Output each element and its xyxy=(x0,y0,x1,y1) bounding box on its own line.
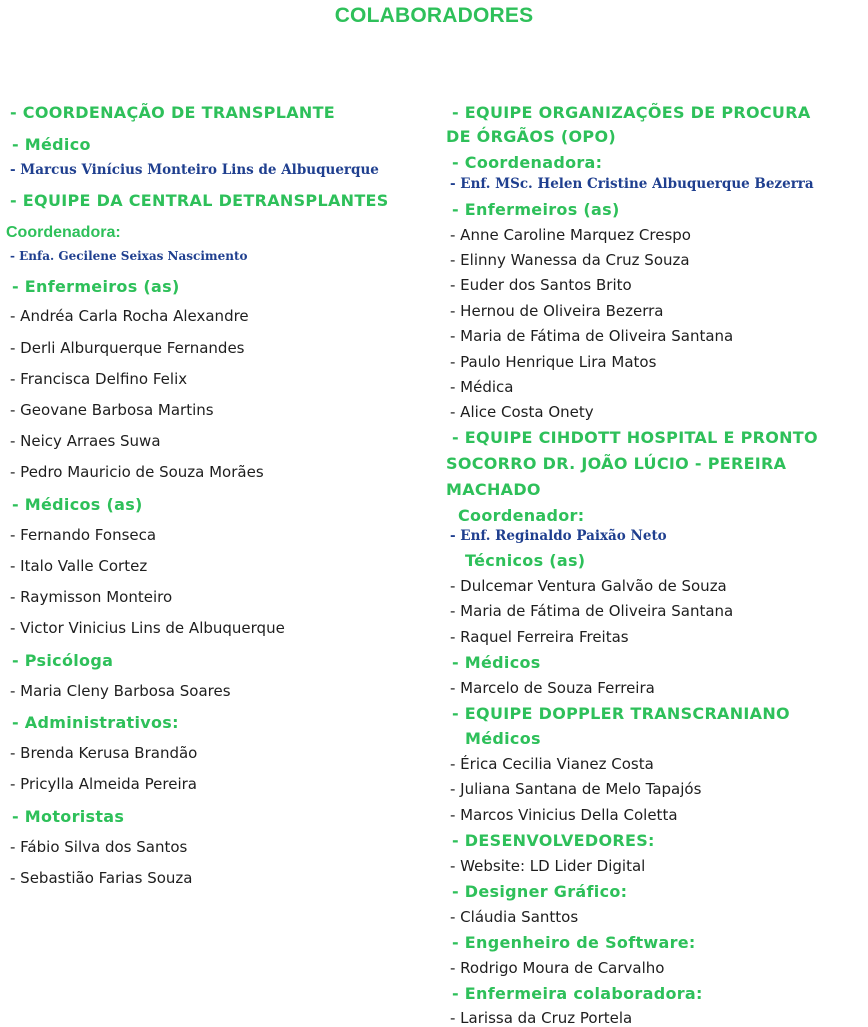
list-item: - Euder dos Santos Brito xyxy=(450,276,632,294)
list-item: - Victor Vinicius Lins de Albuquerque xyxy=(10,619,285,637)
section-heading: - EQUIPE ORGANIZAÇÕES DE PROCURA xyxy=(452,103,811,122)
list-item: - Marcelo de Souza Ferreira xyxy=(450,679,655,697)
list-item: - Derli Alburquerque Fernandes xyxy=(10,339,245,357)
list-item: - Pricylla Almeida Pereira xyxy=(10,775,197,793)
list-item: - Fernando Fonseca xyxy=(10,526,157,544)
list-item: - Maria de Fátima de Oliveira Santana xyxy=(450,327,734,345)
list-item: - Neicy Arraes Suwa xyxy=(10,432,161,450)
list-item: - Brenda Kerusa Brandão xyxy=(10,744,198,762)
section-heading: - COORDENAÇÃO DE TRANSPLANTE xyxy=(10,103,336,122)
section-heading: - Designer Gráfico: xyxy=(452,882,628,901)
section-heading: - Médico xyxy=(12,135,91,154)
section-heading: - Enfermeiros (as) xyxy=(452,200,620,219)
list-item: - Francisca Delfino Felix xyxy=(10,370,188,388)
list-item: - Sebastião Farias Souza xyxy=(10,869,193,887)
list-item: - Alice Costa Onety xyxy=(450,403,594,421)
section-heading: - EQUIPE CIHDOTT HOSPITAL E PRONTO xyxy=(452,428,818,447)
section-heading: Técnicos (as) xyxy=(465,551,586,570)
list-item: - Juliana Santana de Melo Tapajós xyxy=(450,780,702,798)
list-item: - Cláudia Santtos xyxy=(450,908,579,926)
list-item: - Andréa Carla Rocha Alexandre xyxy=(10,307,249,325)
section-heading: - Enfermeiros (as) xyxy=(12,277,180,296)
section-heading: - Coordenadora: xyxy=(452,153,603,172)
page-title: COLABORADORES xyxy=(334,4,534,27)
section-heading: SOCORRO DR. JOÃO LÚCIO - PEREIRA xyxy=(446,454,787,473)
list-item: - Rodrigo Moura de Carvalho xyxy=(450,959,665,977)
list-item: - Érica Cecilia Vianez Costa xyxy=(450,755,654,773)
section-heading: - Enfermeira colaboradora: xyxy=(452,984,703,1003)
section-heading: - EQUIPE DOPPLER TRANSCRANIANO xyxy=(452,704,790,723)
list-item: - Italo Valle Cortez xyxy=(10,557,148,575)
list-item: - Pedro Mauricio de Souza Morães xyxy=(10,463,264,481)
section-heading: Médicos xyxy=(465,729,541,748)
section-heading: - Psicóloga xyxy=(12,651,114,670)
section-heading: DE ÓRGÃOS (OPO) xyxy=(446,127,616,146)
list-item: - Fábio Silva dos Santos xyxy=(10,838,188,856)
list-item: - Médica xyxy=(450,378,514,396)
section-heading: MACHADO xyxy=(446,480,541,499)
section-heading: Coordenador: xyxy=(458,506,585,525)
list-item: - Elinny Wanessa da Cruz Souza xyxy=(450,251,690,269)
highlight-name: - Enf. MSc. Helen Cristine Albuquerque Bezerra xyxy=(450,176,814,192)
list-item: - Maria Cleny Barbosa Soares xyxy=(10,682,231,700)
list-item: - Paulo Henrique Lira Matos xyxy=(450,353,657,371)
section-heading: - Médicos (as) xyxy=(12,495,143,514)
section-heading: - Engenheiro de Software: xyxy=(452,933,696,952)
list-item: - Geovane Barbosa Martins xyxy=(10,401,214,419)
list-item: - Raquel Ferreira Freitas xyxy=(450,628,629,646)
list-item: - Marcos Vinicius Della Coletta xyxy=(450,806,678,824)
list-item: - Website: LD Lider Digital xyxy=(450,857,646,875)
highlight-name: - Marcus Vinícius Monteiro Lins de Albuquerque xyxy=(10,162,379,178)
section-heading: Coordenadora: xyxy=(6,224,121,241)
list-item: - Hernou de Oliveira Bezerra xyxy=(450,302,664,320)
section-heading: - Médicos xyxy=(452,653,541,672)
highlight-name: - Enfa. Gecilene Seixas Nascimento xyxy=(10,249,248,263)
list-item: - Dulcemar Ventura Galvão de Souza xyxy=(450,577,727,595)
list-item: - Larissa da Cruz Portela xyxy=(450,1009,633,1027)
section-heading: - Motoristas xyxy=(12,807,125,826)
list-item: - Raymisson Monteiro xyxy=(10,588,173,606)
section-heading: - DESENVOLVEDORES: xyxy=(452,831,655,850)
section-heading: - EQUIPE DA CENTRAL DETRANSPLANTES xyxy=(10,191,389,210)
list-item: - Anne Caroline Marquez Crespo xyxy=(450,226,691,244)
section-heading: - Administrativos: xyxy=(12,713,179,732)
highlight-name: - Enf. Reginaldo Paixão Neto xyxy=(450,528,667,544)
list-item: - Maria de Fátima de Oliveira Santana xyxy=(450,602,734,620)
